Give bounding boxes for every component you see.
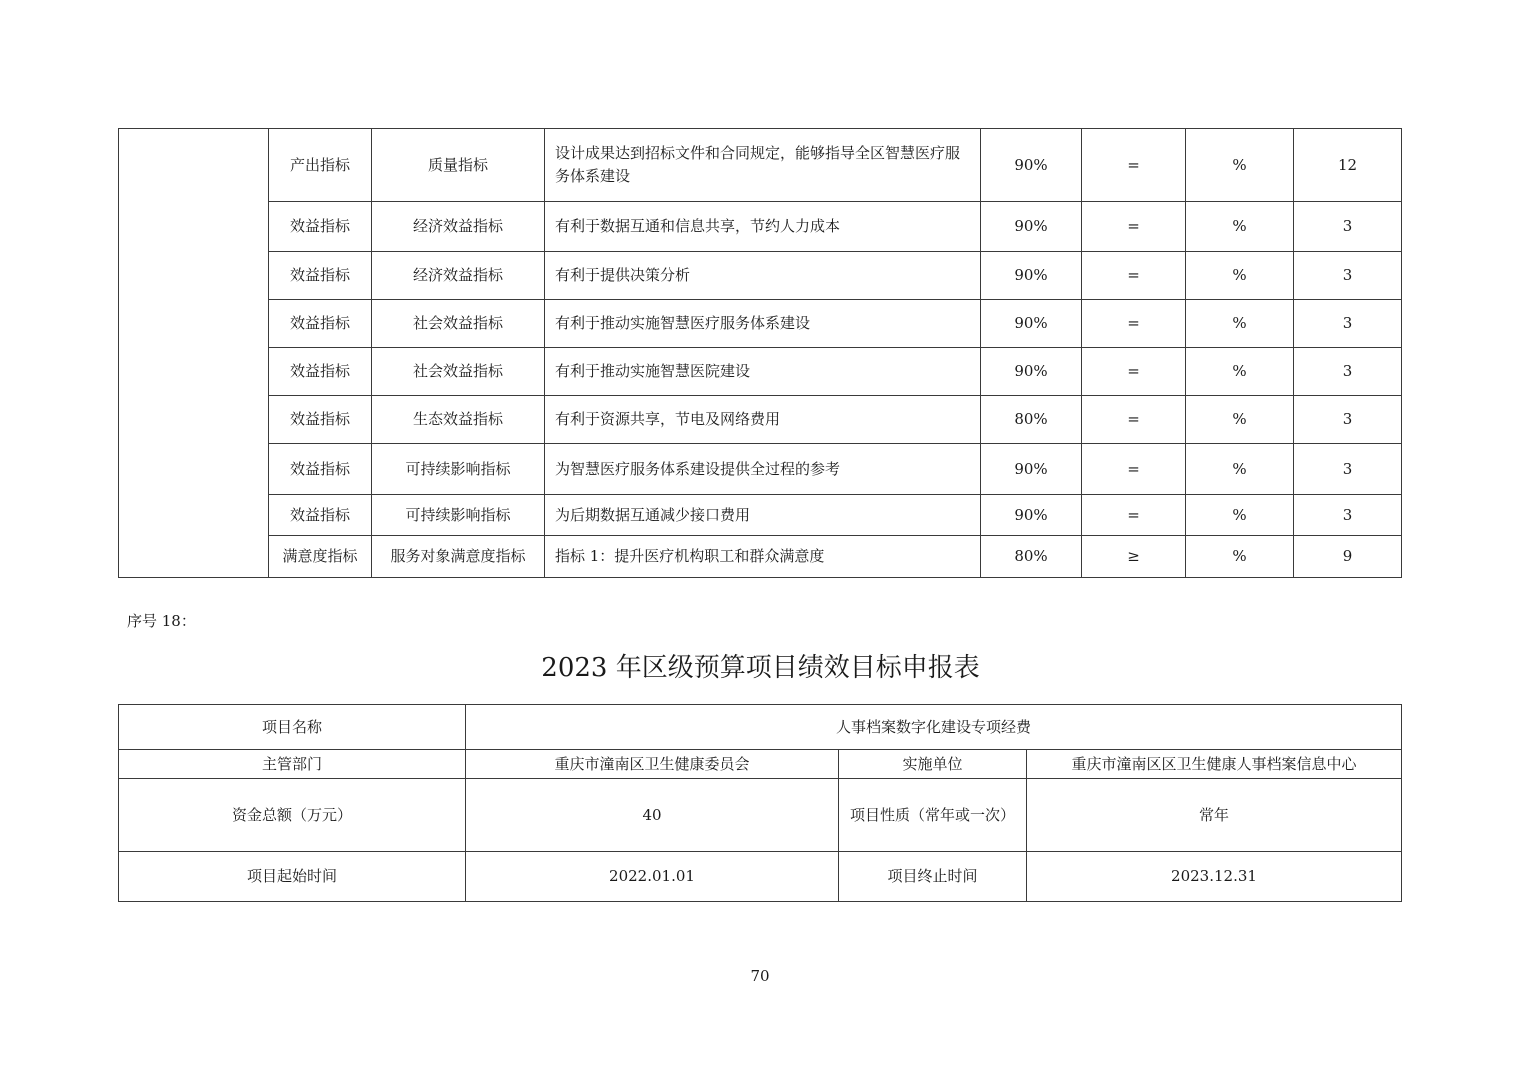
score-cell: 3 bbox=[1342, 362, 1353, 380]
level1-cell: 满意度指标 bbox=[282, 547, 358, 565]
unit-cell: % bbox=[1232, 547, 1247, 565]
content-cell: 有利于资源共享，节电及网络费用 bbox=[555, 410, 781, 428]
unit-cell: % bbox=[1232, 266, 1247, 284]
serial-caption: 序号 18： bbox=[127, 612, 196, 630]
content-cell: 有利于推动实施智慧医疗服务体系建设 bbox=[555, 314, 811, 332]
level2-cell: 经济效益指标 bbox=[412, 266, 503, 284]
content-cell: 指标 1：提升医疗机构职工和群众满意度 bbox=[555, 547, 825, 565]
content-cell: 有利于提供决策分析 bbox=[555, 266, 691, 284]
operator-cell: = bbox=[1127, 266, 1140, 284]
target-cell: 90% bbox=[1014, 505, 1048, 524]
unit-cell: % bbox=[1232, 155, 1247, 174]
level2-cell: 质量指标 bbox=[427, 155, 488, 174]
score-cell: 3 bbox=[1342, 314, 1353, 332]
operator-cell: = bbox=[1127, 505, 1140, 524]
level1-cell: 效益指标 bbox=[289, 266, 350, 284]
target-cell: 90% bbox=[1014, 362, 1048, 380]
content-cell: 设计成果达到招标文件和合同规定，能够指导全区智慧医疗服务体系建设 bbox=[555, 144, 961, 185]
impl-label: 实施单位 bbox=[902, 754, 963, 773]
dept-label: 主管部门 bbox=[261, 754, 322, 773]
start-value: 2022.01.01 bbox=[609, 867, 695, 885]
project-name-value: 人事档案数字化建设专项经费 bbox=[835, 717, 1031, 736]
nature-value: 常年 bbox=[1198, 805, 1229, 824]
unit-cell: % bbox=[1232, 362, 1247, 380]
target-cell: 90% bbox=[1014, 459, 1048, 478]
target-cell: 90% bbox=[1014, 217, 1048, 235]
score-cell: 12 bbox=[1337, 155, 1358, 174]
fund-label: 资金总额（万元） bbox=[231, 805, 352, 824]
operator-cell: = bbox=[1127, 362, 1140, 380]
nature-label: 项目性质（常年或一次） bbox=[849, 805, 1015, 824]
level1-cell: 效益指标 bbox=[289, 505, 350, 524]
level1-cell: 效益指标 bbox=[289, 362, 350, 380]
operator-cell: = bbox=[1127, 459, 1140, 478]
target-cell: 80% bbox=[1014, 547, 1048, 565]
dept-value: 重庆市潼南区卫生健康委员会 bbox=[554, 754, 750, 773]
level1-cell: 效益指标 bbox=[289, 410, 350, 428]
level2-cell: 可持续影响指标 bbox=[405, 459, 511, 478]
target-cell: 80% bbox=[1014, 410, 1048, 428]
end-label: 项目终止时间 bbox=[887, 867, 978, 885]
impl-value: 重庆市潼南区区卫生健康人事档案信息中心 bbox=[1071, 754, 1357, 773]
score-cell: 3 bbox=[1342, 505, 1353, 524]
start-label: 项目起始时间 bbox=[246, 867, 337, 885]
project-name-label: 项目名称 bbox=[261, 717, 322, 736]
content-cell: 为智慧医疗服务体系建设提供全过程的参考 bbox=[555, 459, 841, 478]
level2-cell: 经济效益指标 bbox=[412, 217, 503, 235]
level2-cell: 社会效益指标 bbox=[412, 314, 503, 332]
level1-cell: 效益指标 bbox=[289, 217, 350, 235]
level1-cell: 效益指标 bbox=[289, 459, 350, 478]
level2-cell: 社会效益指标 bbox=[412, 362, 503, 380]
level1-cell: 产出指标 bbox=[289, 155, 350, 174]
unit-cell: % bbox=[1232, 217, 1247, 235]
unit-cell: % bbox=[1232, 410, 1247, 428]
operator-cell: ≥ bbox=[1127, 547, 1140, 565]
level2-cell: 服务对象满意度指标 bbox=[390, 547, 526, 565]
fund-value: 40 bbox=[642, 805, 662, 824]
content-cell: 有利于数据互通和信息共享，节约人力成本 bbox=[555, 217, 841, 235]
score-cell: 3 bbox=[1342, 266, 1353, 284]
level2-cell: 生态效益指标 bbox=[412, 410, 503, 428]
target-cell: 90% bbox=[1014, 314, 1048, 332]
score-cell: 3 bbox=[1342, 459, 1353, 478]
score-cell: 9 bbox=[1342, 547, 1353, 565]
target-cell: 90% bbox=[1014, 266, 1048, 284]
score-cell: 3 bbox=[1342, 217, 1353, 235]
form-title: 2023 年区级预算项目绩效目标申报表 bbox=[541, 653, 980, 683]
score-cell: 3 bbox=[1342, 410, 1353, 428]
operator-cell: = bbox=[1127, 314, 1140, 332]
unit-cell: % bbox=[1232, 459, 1247, 478]
operator-cell: = bbox=[1127, 410, 1140, 428]
content-cell: 为后期数据互通减少接口费用 bbox=[555, 505, 751, 524]
page-number: 70 bbox=[750, 967, 770, 985]
level1-cell: 效益指标 bbox=[289, 314, 350, 332]
operator-cell: = bbox=[1127, 155, 1140, 174]
level2-cell: 可持续影响指标 bbox=[405, 505, 511, 524]
unit-cell: % bbox=[1232, 314, 1247, 332]
operator-cell: = bbox=[1127, 217, 1140, 235]
target-cell: 90% bbox=[1014, 155, 1048, 174]
end-value: 2023.12.31 bbox=[1171, 867, 1257, 885]
unit-cell: % bbox=[1232, 505, 1247, 524]
content-cell: 有利于推动实施智慧医院建设 bbox=[555, 362, 751, 380]
